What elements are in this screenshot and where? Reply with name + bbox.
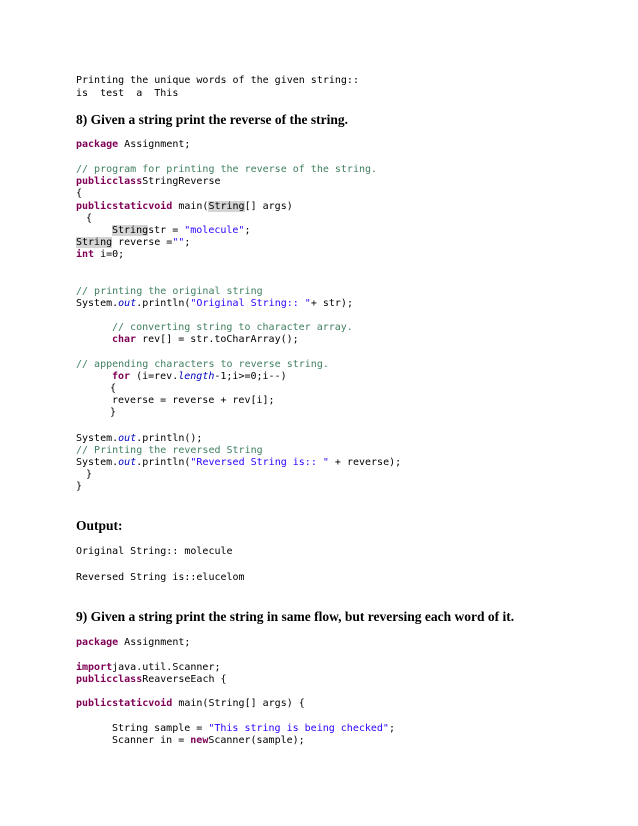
code-comment: // printing the original string xyxy=(76,286,263,297)
code-comment: // Printing the reversed String xyxy=(76,445,263,456)
code-line: System.out.println("Reversed String is:: " + reverse); xyxy=(76,457,402,468)
code-comment: // appending characters to reverse string. xyxy=(76,359,329,370)
code-line: publicstaticvoid main(String[] args) { xyxy=(76,698,305,709)
section-8-heading: 8) Given a string print the reverse of the string. xyxy=(76,112,348,127)
code-line: String reverse =""; xyxy=(76,237,191,248)
code-line: publicclassReaverseEach { xyxy=(76,674,227,685)
code-line: reverse = reverse + rev[i]; xyxy=(112,395,275,406)
code-line: } xyxy=(86,469,93,480)
code-line: int i=0; xyxy=(76,249,125,260)
code-line: } xyxy=(76,481,83,492)
code-line: char rev[] = str.toCharArray(); xyxy=(112,334,299,345)
code-line: publicclassStringReverse xyxy=(76,176,221,187)
code-line: System.out.println(); xyxy=(76,433,203,444)
code-line: package Assignment; xyxy=(76,139,191,150)
code-line: for (i=rev.length-1;i>=0;i--) xyxy=(112,371,287,382)
code-line: publicstaticvoid main(String[] args) xyxy=(76,201,293,212)
output-line-original: Original String:: molecule xyxy=(76,546,233,557)
code-line: Stringstr = "molecule"; xyxy=(112,225,251,236)
output-heading: Output: xyxy=(76,518,123,533)
code-line: System.out.println("Original String:: "+ str); xyxy=(76,298,353,309)
code-line: String sample = "This string is being checked"; xyxy=(112,723,395,734)
code-line: importjava.util.Scanner; xyxy=(76,662,221,673)
code-line: Scanner in = newScanner(sample); xyxy=(112,735,305,746)
code-line: { xyxy=(86,213,93,224)
code-comment: // converting string to character array. xyxy=(112,322,353,333)
section-9-heading: 9) Given a string print the string in same flow, but reversing each word of it. xyxy=(76,609,515,624)
code-line: { xyxy=(110,383,117,394)
code-line: { xyxy=(76,188,83,199)
output-line-reversed: Reversed String is::elucelom xyxy=(76,572,245,583)
code-comment: // program for printing the reverse of the string. xyxy=(76,164,378,175)
code-line: } xyxy=(110,407,117,418)
code-line: package Assignment; xyxy=(76,637,191,648)
output-line-unique-list: is test a This xyxy=(76,88,179,99)
output-line-unique-words: Printing the unique words of the given string:: xyxy=(76,75,359,86)
